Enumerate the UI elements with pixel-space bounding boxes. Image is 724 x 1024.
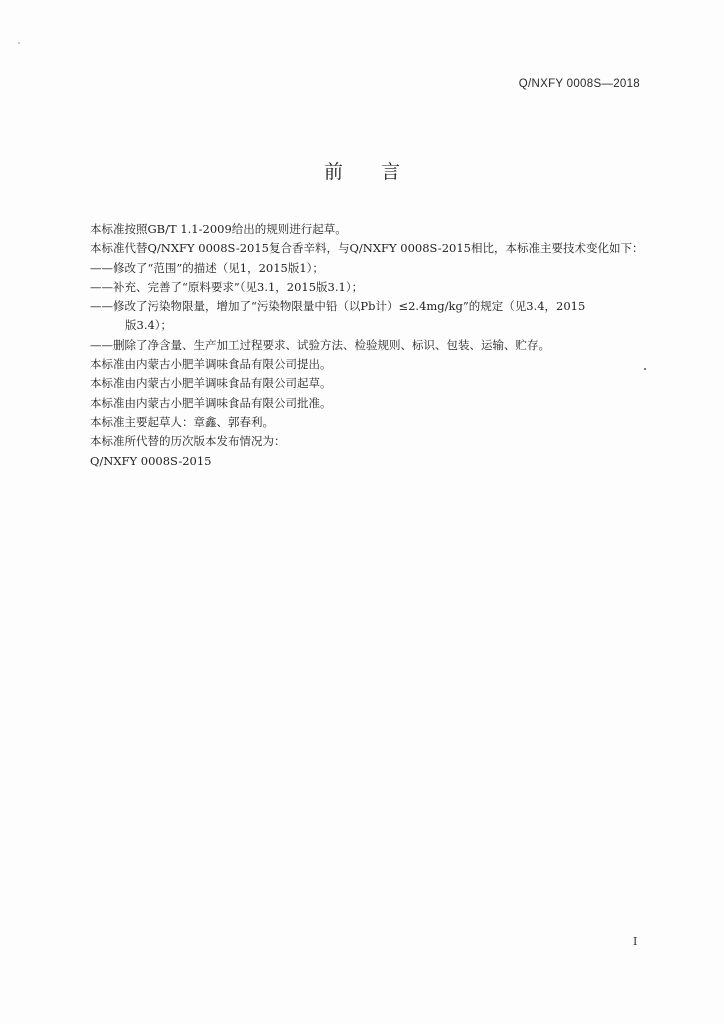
body-line-replacement: 本标准代替Q/NXFY 0008S-2015复合香辛料，与Q/NXFY 0008S-2015相比，本标准主要技术变化如下： <box>90 241 644 256</box>
page-title: 前言 <box>323 161 438 183</box>
scan-speck <box>644 368 646 370</box>
scan-speck <box>18 42 20 44</box>
body-line-history-intro: 本标准所代替的历次版本发布情况为： <box>90 434 286 449</box>
document-code: Q/NXFY 0008S—2018 <box>518 78 640 90</box>
body-line-change-materials: ——补充、完善了“原料要求”（见3.1，2015版3.1）； <box>90 279 364 294</box>
body-line-change-contaminants: ——修改了污染物限量，增加了“污染物限量中铅（以Pb计）≤2.4mg/kg”的规定（见3.4，2015 <box>90 299 586 314</box>
page-number: I <box>633 935 638 948</box>
foreword-body <box>90 220 650 471</box>
body-line-drafting-rule: 本标准按照GB/T 1.1-2009给出的规则进行起草。 <box>90 222 347 236</box>
body-line-drafted-by: 本标准由内蒙古小肥羊调味食品有限公司起草。 <box>90 376 332 391</box>
body-line-change-scope: ——修改了“范围”的描述（见1，2015版1）； <box>90 260 324 275</box>
body-line-drafters: 本标准主要起草人：章鑫、郭春利。 <box>90 414 274 429</box>
body-line-change-deletions: ——删除了净含量、生产加工过程要求、试验方法、检验规则、标识、包装、运输、贮存。 <box>90 337 550 352</box>
body-line-proposed-by: 本标准由内蒙古小肥羊调味食品有限公司提出。 <box>90 357 332 372</box>
body-line-history-version: Q/NXFY 0008S-2015 <box>90 453 212 468</box>
body-line-approved-by: 本标准由内蒙古小肥羊调味食品有限公司批准。 <box>90 395 332 410</box>
body-line-change-contaminants-continued: 版3.4）； <box>125 318 173 333</box>
